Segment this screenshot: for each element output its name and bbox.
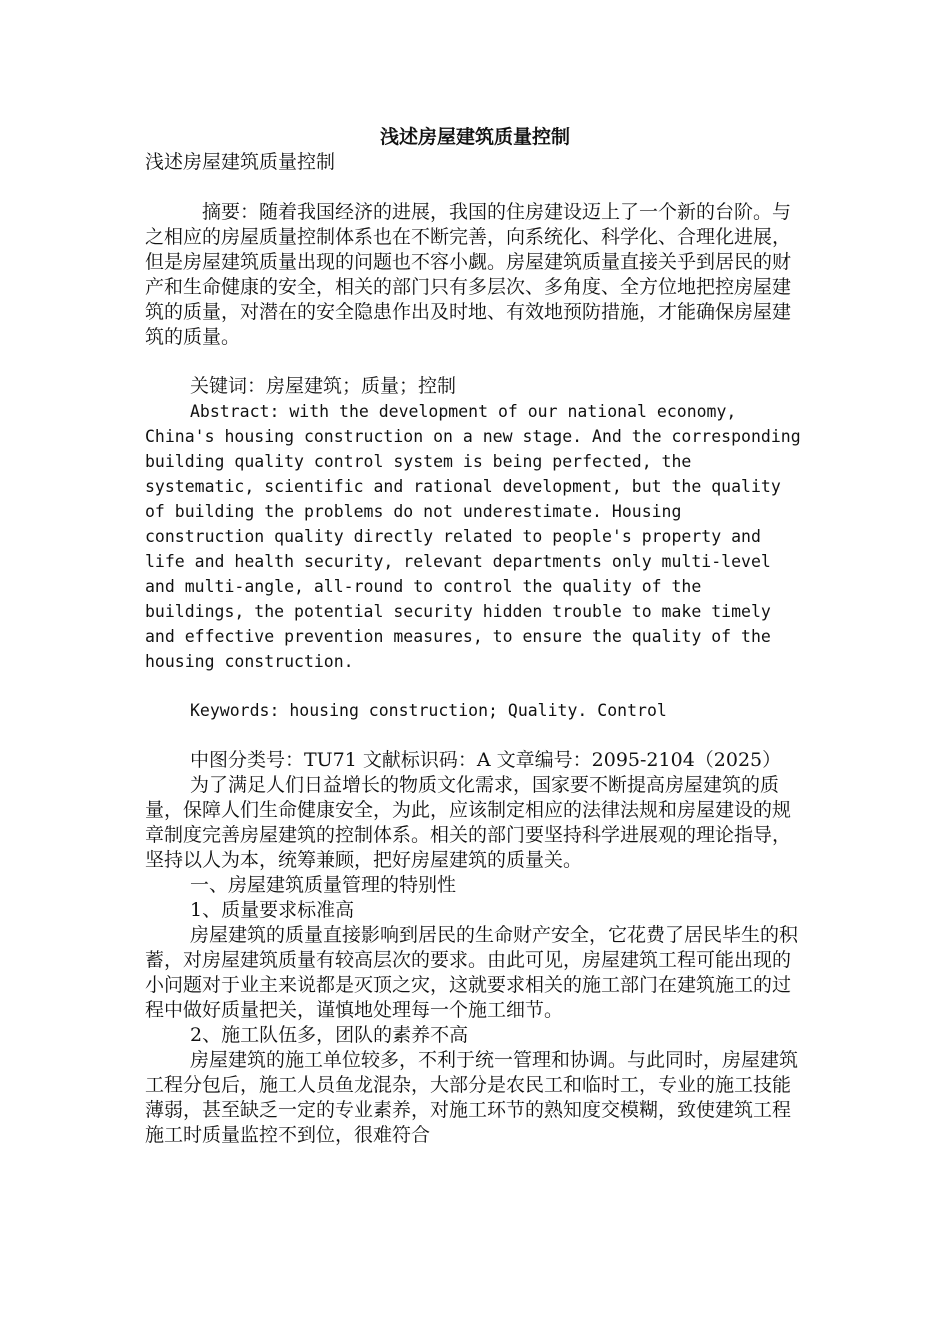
abstract-chinese: 摘要：随着我国经济的进展，我国的住房建设迈上了一个新的台阶。与之相应的房屋质量控制体系也在不断完善，向系统化、科学化、合理化进展，但是房屋建筑质量出现的问题也不容小觑。房屋建筑质量直接关乎到居民的财产和生命健康的安全，相关的部门只有多层次、多角度、全方位地把控房屋建筑的质量，对潜在的安全隐患作出及时地、有效地预防措施，才能确保房屋建筑的质量。	[145, 201, 792, 348]
subsection-heading-2: 2、施工队伍多，团队的素养不高	[190, 1024, 469, 1046]
keywords-english: Keywords: housing construction; Quality. Control	[190, 701, 667, 720]
subsection-heading-1: 1、质量要求标准高	[190, 899, 355, 921]
intro-paragraph: 为了满足人们日益增长的物质文化需求，国家要不断提高房屋建筑的质量，保障人们生命健康安全，为此，应该制定相应的法律法规和房屋建设的规章制度完善房屋建筑的控制体系。相关的部门要坚持科学进展观的理论指导，坚持以人为本，统筹兼顾，把好房屋建筑的质量关。	[145, 774, 792, 871]
document-title: 浅述房屋建筑质量控制	[379, 126, 570, 148]
section-heading-1: 一、房屋建筑质量管理的特别性	[190, 874, 457, 896]
article-body	[145, 748, 807, 1148]
document-subtitle: 浅述房屋建筑质量控制	[145, 151, 336, 173]
classification-line: 中图分类号：TU71 文献标识码：A 文章编号：2095-2104（2025）	[190, 749, 782, 771]
subsection-paragraph-1: 房屋建筑的质量直接影响到居民的生命财产安全，它花费了居民毕生的积蓄，对房屋建筑质量有较高层次的要求。由此可见，房屋建筑工程可能出现的小问题对于业主来说都是灭顶之灾，这就要求相关的施工部门在建筑施工的过程中做好质量把关，谨慎地处理每一个施工细节。	[145, 924, 799, 1021]
subsection-paragraph-2: 房屋建筑的施工单位较多，不利于统一管理和协调。与此同时，房屋建筑工程分包后，施工人员鱼龙混杂，大部分是农民工和临时工，专业的施工技能薄弱，甚至缺乏一定的专业素养，对施工环节的熟知度交模糊，致使建筑工程施工时质量监控不到位，很难符合	[145, 1049, 799, 1146]
keywords-chinese: 关键词：房屋建筑；质量；控制	[190, 375, 457, 397]
abstract-english: Abstract: with the development of our national economy, China's housing construction on a new stage. And the corresponding building quality control system is being perfected, the systematic, scientific and rational development, but the quality of building the problems do not underestimate. Housing construction quality directly related to people's property and life and health security, relevant departments only multi-level and multi-angle, all-round to control the quality of the buildings, the potential security hidden trouble to make timely and effective prevention measures, to ensure the quality of the housing construction.	[145, 402, 801, 671]
